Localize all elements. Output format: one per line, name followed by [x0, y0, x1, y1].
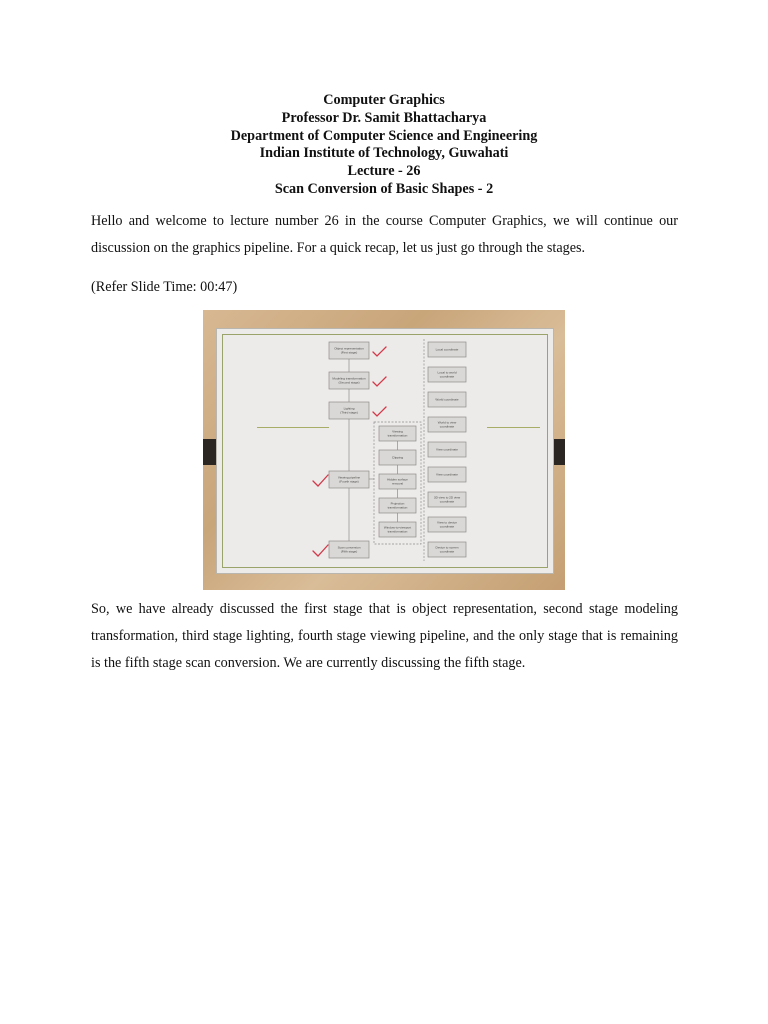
lecture-number: Lecture - 26	[347, 163, 421, 180]
coordinate-box-7-label: 3D view to 2D view	[433, 495, 461, 500]
stage-box-3-label: Lighting	[343, 406, 355, 411]
substage-box-2	[379, 450, 416, 465]
coordinate-box-2-label: coordinate	[439, 374, 455, 379]
coordinate-box-3-label: World coordinate	[435, 397, 459, 402]
coordinate-box-7-label: coordinate	[439, 499, 455, 504]
substage-box-5-label: Window-to-viewport	[383, 525, 412, 530]
substage-box-1-label: transformation	[387, 433, 408, 438]
substage-box-5	[379, 522, 416, 537]
stage-box-1-label: Object representation	[334, 346, 364, 351]
substage-box-3-label: Hidden surface	[387, 477, 408, 482]
slide-board	[216, 328, 554, 574]
coordinate-box-9-label: coordinate	[439, 549, 455, 554]
coordinate-box-9-label: Device to screen	[435, 545, 459, 550]
pipeline-diagram	[217, 329, 553, 573]
course-title: Computer Graphics	[323, 92, 445, 108]
check-mark-icon	[373, 407, 386, 416]
coordinate-box-4-label: coordinate	[439, 424, 455, 429]
coordinate-box-5-label: View coordinate	[436, 447, 458, 452]
stage-box-4-label: (Fourth stage)	[339, 479, 359, 484]
stage-box-2-label: Modeling transformation	[332, 376, 366, 381]
substage-box-4	[379, 498, 416, 513]
coordinate-box-6-label: View coordinate	[436, 472, 458, 477]
institute-name: Indian Institute of Technology, Guwahati	[259, 145, 509, 162]
stage-box-4-label: Viewing pipeline	[337, 475, 361, 480]
substage-box-3	[379, 474, 416, 489]
coordinate-box-4-label: World to view	[437, 420, 457, 425]
substage-box-2-label: Clipping	[391, 455, 404, 460]
substage-box-3-label: removal	[391, 481, 404, 486]
stage-box-5-label: (Fifth stage)	[340, 549, 358, 554]
stage-box-5	[329, 541, 369, 558]
coordinate-box-9	[428, 542, 466, 557]
substage-box-4-label: Projection	[390, 501, 405, 506]
stage-box-3-label: (Third stage)	[340, 410, 358, 415]
check-mark-icon	[313, 545, 328, 556]
substage-box-5-label: transformation	[387, 529, 408, 534]
coordinate-box-8	[428, 517, 466, 532]
coordinate-box-8-label: View to device	[437, 520, 457, 525]
slide-time-reference: (Refer Slide Time: 00:47)	[91, 279, 238, 295]
check-mark-icon	[313, 475, 328, 486]
stage-box-1	[329, 342, 369, 359]
stage-box-3	[329, 402, 369, 419]
stage-box-4	[329, 471, 369, 488]
coordinate-box-6	[428, 467, 466, 482]
professor-name: Professor Dr. Samit Bhattacharya	[281, 109, 487, 126]
summary-paragraph: So, we have already discussed the first stage that is object representation, second stage modeling transformation, third stage lighting, fourth stage viewing pipeline, and the only stage that is remaining is the fifth stage scan conversion. We are currently discussing the fifth stage.	[91, 601, 678, 671]
substage-box-4-label: transformation	[387, 505, 408, 510]
coordinate-box-3	[428, 392, 466, 407]
document-header	[0, 92, 768, 199]
intro-paragraph: Hello and welcome to lecture number 26 in the course Computer Graphics, we will continue our discussion on the graphics pipeline. For a quick recap, let us just go through the stages.	[91, 213, 678, 256]
stage-box-1-label: (First stage)	[340, 350, 358, 355]
lecture-topic: Scan Conversion of Basic Shapes - 2	[274, 180, 494, 197]
coordinate-box-7	[428, 492, 466, 507]
coordinate-box-1-label: Local coordinate	[435, 347, 459, 352]
check-mark-icon	[373, 377, 386, 386]
coordinate-box-8-label: coordinate	[439, 524, 455, 529]
slide-photo	[203, 310, 565, 590]
coordinate-box-5	[428, 442, 466, 457]
check-mark-icon	[373, 347, 386, 356]
coordinate-box-2	[428, 367, 466, 382]
coordinate-box-2-label: Local to world	[437, 370, 457, 375]
substage-box-1-label: Viewing	[392, 429, 403, 434]
substage-box-1	[379, 426, 416, 441]
stage-box-2-label: (Second stage)	[338, 380, 360, 385]
department-name: Department of Computer Science and Engineering	[230, 127, 538, 144]
stage-box-2	[329, 372, 369, 389]
coordinate-box-1	[428, 342, 466, 357]
stage-box-5-label: Scan conversion	[337, 545, 361, 550]
coordinate-box-4	[428, 417, 466, 432]
